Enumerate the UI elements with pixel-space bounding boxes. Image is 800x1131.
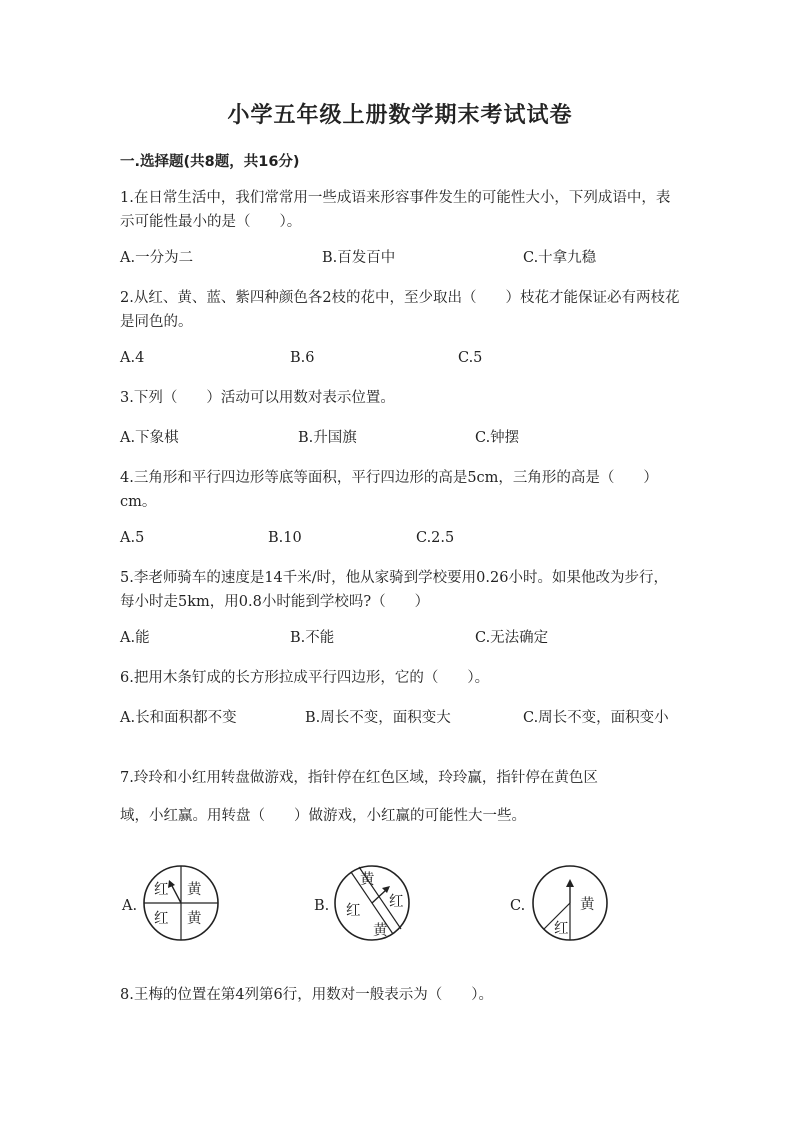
q5-option-a[interactable]: A.能: [120, 630, 150, 646]
spinner-a-icon[interactable]: [140, 862, 222, 944]
spinner-a-red-2: 红: [154, 911, 169, 927]
q1-option-c[interactable]: C.十拿九稳: [523, 250, 597, 266]
spinner-b-yellow-1: 黄: [360, 872, 375, 888]
q1-option-b[interactable]: B.百发百中: [322, 250, 396, 266]
spinner-a-yellow-1: 黄: [187, 882, 202, 898]
q4-option-b[interactable]: B.10: [268, 530, 302, 546]
question-5-stem: 5.李老师骑车的速度是14千米/时，他从家骑到学校要用0.26小时。如果他改为步行，每小时走5km，用0.8小时能到学校吗?（ ）: [120, 570, 668, 610]
q3-option-c[interactable]: C.钟摆: [475, 430, 520, 446]
section-heading: 一.选择题(共8题，共16分): [120, 154, 300, 170]
page-title: 小学五年级上册数学期末考试试卷: [227, 103, 573, 128]
question-7-stem-line2: 域，小红赢。用转盘（ ）做游戏，小红赢的可能性大一些。: [120, 808, 526, 824]
question-1-stem: 1.在日常生活中，我们常常用一些成语来形容事件发生的可能性大小，下列成语中，表示可能性最小的是（ ）。: [120, 190, 671, 230]
q4-option-a[interactable]: A.5: [120, 530, 145, 546]
q5-option-c[interactable]: C.无法确定: [475, 630, 549, 646]
spinner-b-yellow-2: 黄: [373, 923, 388, 939]
spinner-b-red-2: 红: [346, 903, 361, 919]
spinner-a-yellow-2: 黄: [187, 911, 202, 927]
q7-option-b[interactable]: B.: [314, 898, 330, 914]
q7-option-a[interactable]: A.: [122, 898, 138, 914]
q3-option-b[interactable]: B.升国旗: [298, 430, 357, 446]
q4-option-c[interactable]: C.2.5: [416, 530, 455, 546]
question-3-stem: 3.下列（ ）活动可以用数对表示位置。: [120, 390, 395, 406]
q3-option-a[interactable]: A.下象棋: [120, 430, 179, 446]
spinner-c-yellow: 黄: [580, 897, 595, 913]
q7-option-c[interactable]: C.: [510, 898, 526, 914]
question-4-stem: 4.三角形和平行四边形等底等面积，平行四边形的高是5cm，三角形的高是（ ）cm。: [120, 470, 658, 510]
q2-option-a[interactable]: A.4: [120, 350, 145, 366]
q1-option-a[interactable]: A.一分为二: [120, 250, 194, 266]
q6-option-b[interactable]: B.周长不变，面积变大: [305, 710, 451, 726]
spinner-c-red: 红: [554, 921, 569, 937]
spinner-a-red-1: 红: [154, 882, 169, 898]
question-6-stem: 6.把用木条钉成的长方形拉成平行四边形，它的（ ）。: [120, 670, 490, 686]
spinner-c-icon[interactable]: [529, 862, 611, 944]
q6-option-a[interactable]: A.长和面积都不变: [120, 710, 237, 726]
question-7-stem-line1: 7.玲玲和小红用转盘做游戏，指针停在红色区域，玲玲赢，指针停在黄色区: [120, 770, 598, 786]
q2-option-b[interactable]: B.6: [290, 350, 315, 366]
spinner-b-red-1: 红: [389, 894, 404, 910]
q6-option-c[interactable]: C.周长不变，面积变小: [523, 710, 669, 726]
q5-option-b[interactable]: B.不能: [290, 630, 335, 646]
question-8-stem: 8.王梅的位置在第4列第6行，用数对一般表示为（ ）。: [120, 987, 494, 1003]
q2-option-c[interactable]: C.5: [458, 350, 483, 366]
question-2-stem: 2.从红、黄、蓝、紫四种颜色各2枝的花中，至少取出（ ）枝花才能保证必有两枝花是同色的。: [120, 290, 680, 330]
